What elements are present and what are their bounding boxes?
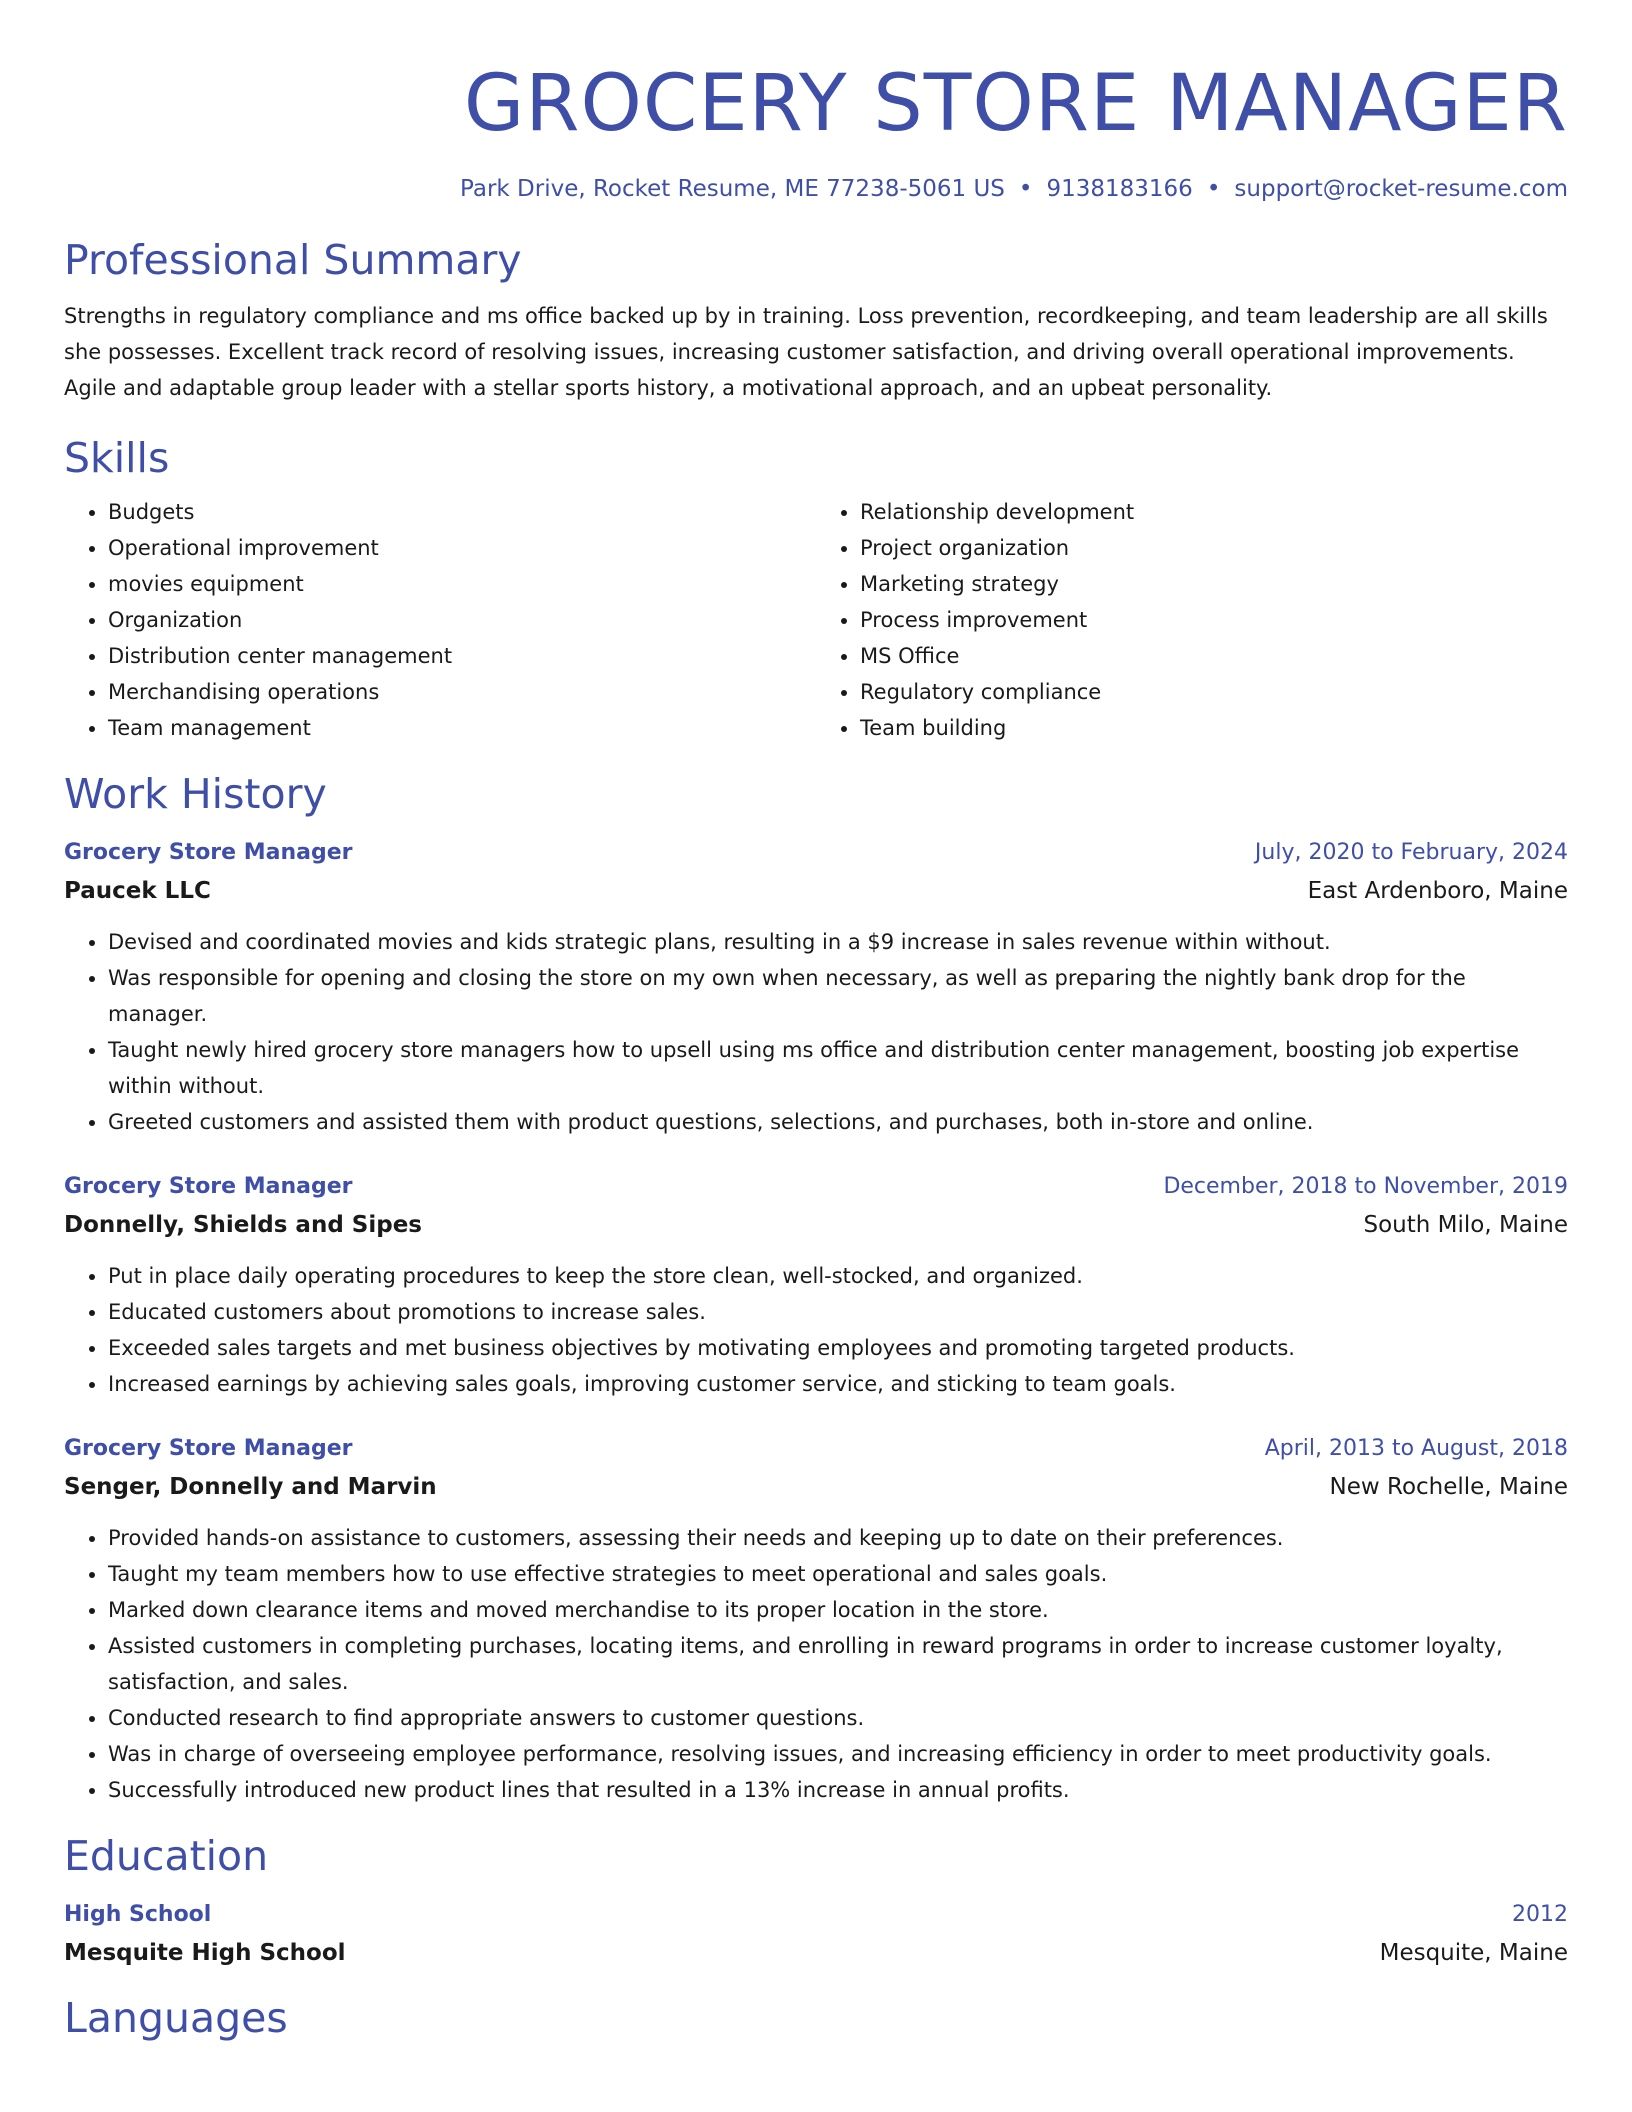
education-heading: Education [64,1832,269,1880]
job-company: Donnelly, Shields and Sipes [64,1212,422,1238]
job-bullet: • Successfully introduced new product lines that resulted in a 13% increase in annual profits. [108,1772,1568,1808]
skill-item: • Budgets [108,494,816,530]
job-bullet: • Assisted customers in completing purchases, locating items, and enrolling in reward programs in order to increase customer loyalty, satisfaction, and sales. [108,1628,1568,1700]
education-location: Mesquite, Maine [1379,1940,1568,1966]
job-location: South Milo, Maine [1363,1212,1568,1238]
skills-heading: Skills [64,434,170,482]
education-school-row [64,1934,1568,1972]
job-title: Grocery Store Manager [64,840,353,865]
contact-separator: • [1206,176,1221,202]
job-bullet: • Conducted research to find appropriate answers to customer questions. [108,1700,1568,1736]
job-header-row [64,1168,1568,1206]
contact-email: support@rocket-resume.com [1234,176,1568,202]
job-bullet: • Was in charge of overseeing employee performance, resolving issues, and increasing efficiency in order to meet productivity goals. [108,1736,1568,1772]
skill-item: • Process improvement [860,602,1568,638]
job-location: East Ardenboro, Maine [1307,878,1568,904]
education-school: Mesquite High School [64,1940,346,1966]
job-dates: December, 2018 to November, 2019 [1163,1174,1568,1199]
job-bullets [64,1258,1568,1402]
job-bullet: • Was responsible for opening and closing the store on my own when necessary, as well as preparing the nightly bank drop for the manager. [108,960,1568,1032]
job-bullet: • Taught newly hired grocery store managers how to upsell using ms office and distribution center management, boosting job expertise within without. [108,1032,1568,1104]
skill-item: • Regulatory compliance [860,674,1568,710]
contact-address: Park Drive, Rocket Resume, ME 77238-5061 US [460,176,1005,202]
job-title: Grocery Store Manager [64,1436,353,1461]
skills-column-right [816,494,1568,746]
job-header-row [64,834,1568,872]
summary-text: Strengths in regulatory compliance and ms office backed up by in training. Loss prevention, recordkeeping, and team leadership are all skills she possesses. Excellent track record of resolving issues, increasing customer satisfaction, and driving overall operational improvements. Agile and adaptable group leader with a stellar sports history, a motivational approach, and an upbeat personality. [64,304,1548,400]
skill-item: • Organization [108,602,816,638]
skill-item: • movies equipment [108,566,816,602]
job-dates: July, 2020 to February, 2024 [1254,840,1568,865]
work-history-heading: Work History [64,770,327,818]
contact-separator: • [1018,176,1033,202]
job-bullet: • Put in place daily operating procedures to keep the store clean, well-stocked, and organized. [108,1258,1568,1294]
job-bullet: • Marked down clearance items and moved merchandise to its proper location in the store. [108,1592,1568,1628]
skill-item: • Project organization [860,530,1568,566]
job-bullets [64,924,1568,1140]
languages-heading: Languages [64,1994,288,2042]
job-header-row [64,1430,1568,1468]
job-company-row [64,872,1568,910]
job-bullet: • Taught my team members how to use effective strategies to meet operational and sales goals. [108,1556,1568,1592]
skills-column-left [64,494,816,746]
skill-item: • Marketing strategy [860,566,1568,602]
skill-item: • Team building [860,710,1568,746]
job-entry [64,834,1568,1140]
contact-phone: 9138183166 [1046,176,1193,202]
job-company: Paucek LLC [64,878,211,904]
skill-item: • Team management [108,710,816,746]
job-bullet: • Increased earnings by achieving sales goals, improving customer service, and sticking to team goals. [108,1366,1568,1402]
education-degree: High School [64,1902,212,1927]
contact-line [64,174,1568,204]
education-entry [64,1896,1568,1972]
skill-item: • Merchandising operations [108,674,816,710]
job-company-row [64,1206,1568,1244]
job-bullet: • Greeted customers and assisted them with product questions, selections, and purchases, both in-store and online. [108,1104,1568,1140]
resume-header [64,56,1568,204]
job-location: New Rochelle, Maine [1329,1474,1568,1500]
summary-heading: Professional Summary [64,236,522,284]
job-bullets [64,1520,1568,1808]
job-bullet: • Provided hands-on assistance to customers, assessing their needs and keeping up to date on their preferences. [108,1520,1568,1556]
job-bullet: • Exceeded sales targets and met business objectives by motivating employees and promoting targeted products. [108,1330,1568,1366]
job-company: Senger, Donnelly and Marvin [64,1474,437,1500]
skill-item: • MS Office [860,638,1568,674]
skill-item: • Relationship development [860,494,1568,530]
job-entry [64,1168,1568,1402]
job-bullet: • Educated customers about promotions to increase sales. [108,1294,1568,1330]
job-dates: April, 2013 to August, 2018 [1264,1436,1568,1461]
job-title: Grocery Store Manager [64,1174,353,1199]
skill-item: • Operational improvement [108,530,816,566]
education-year: 2012 [1512,1902,1568,1927]
skill-item: • Distribution center management [108,638,816,674]
job-entry [64,1430,1568,1808]
candidate-name: GROCERY STORE MANAGER [463,59,1568,149]
job-bullet: • Devised and coordinated movies and kids strategic plans, resulting in a $9 increase in sales revenue within without. [108,924,1568,960]
job-company-row [64,1468,1568,1506]
skills-grid [64,494,1568,746]
education-header-row [64,1896,1568,1934]
